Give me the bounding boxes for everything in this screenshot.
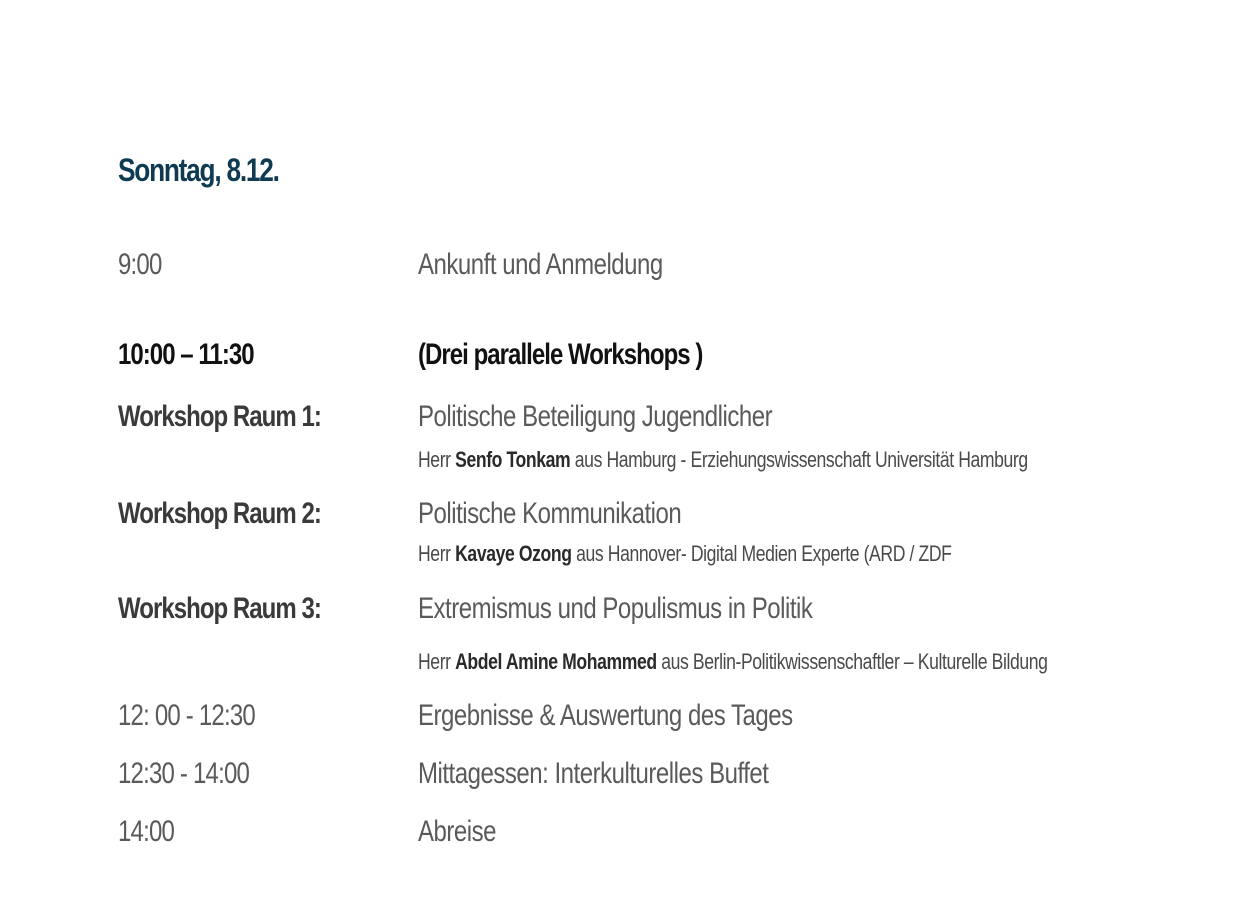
workshop-1-speaker: [418, 447, 1028, 473]
time-lunch: 12:30 - 14:00: [118, 757, 250, 790]
workshop-2-title: Politische Kommunikation: [418, 497, 682, 530]
speaker-name: Kavaye Ozong: [455, 541, 572, 566]
speaker-info: aus Hamburg - Erziehungswissenschaft Universität Hamburg: [574, 447, 1028, 472]
time-results: 12: 00 - 12:30: [118, 699, 255, 732]
event-results: Ergebnisse & Auswertung des Tages: [418, 699, 793, 732]
time-arrival: 9:00: [118, 248, 162, 281]
workshop-3-title: Extremismus und Populismus in Politik: [418, 592, 813, 625]
workshop-1-title: Politische Beteiligung Jugendlicher: [418, 400, 773, 433]
event-lunch: Mittagessen: Interkulturelles Buffet: [418, 757, 769, 790]
speaker-name: Abdel Amine Mohammed: [455, 649, 657, 674]
speaker-info: aus Hannover- Digital Medien Experte (ARD / ZDF: [576, 541, 952, 566]
speaker-prefix: Herr: [418, 649, 451, 674]
time-workshops-block: 10:00 – 11:30: [118, 338, 254, 371]
speaker-prefix: Herr: [418, 447, 451, 472]
workshop-2-speaker: [418, 541, 952, 567]
speaker-prefix: Herr: [418, 541, 451, 566]
event-workshops-block: (Drei parallele Workshops ): [418, 338, 703, 371]
speaker-name: Senfo Tonkam: [455, 447, 571, 472]
workshop-1-label: Workshop Raum 1:: [118, 400, 321, 433]
day-heading: Sonntag, 8.12.: [118, 152, 279, 188]
workshop-2-label: Workshop Raum 2:: [118, 497, 321, 530]
workshop-3-label: Workshop Raum 3:: [118, 592, 321, 625]
workshop-3-speaker: [418, 649, 1048, 675]
event-departure: Abreise: [418, 815, 497, 848]
time-departure: 14:00: [118, 815, 175, 848]
speaker-info: aus Berlin-Politikwissenschaftler – Kulturelle Bildung: [661, 649, 1048, 674]
event-arrival: Ankunft und Anmeldung: [418, 248, 663, 281]
